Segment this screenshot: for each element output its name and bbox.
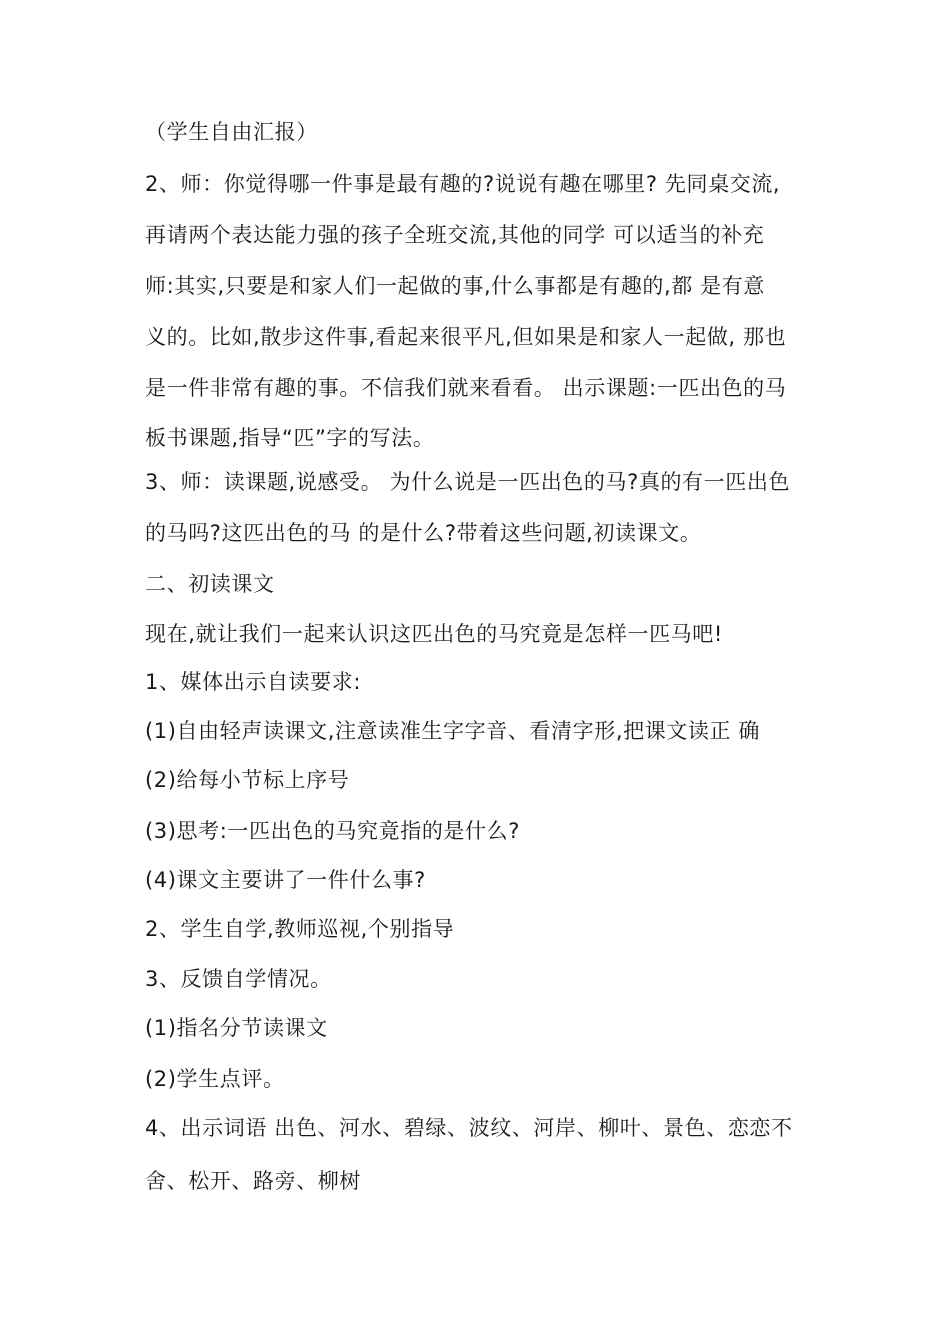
text-line-self-study: 2、学生自学,教师巡视,个别指导 — [145, 917, 455, 941]
text-line-class-exchange: 再请两个表达能力强的孩子全班交流,其他的同学 可以适当的补充 — [145, 223, 765, 247]
list-item-feedback-2: (2)学生点评。 — [145, 1067, 285, 1091]
list-item-feedback-1: (1)指名分节读课文 — [145, 1016, 328, 1040]
text-line-vocabulary: 4、出示词语 出色、河水、碧绿、波纹、河岸、柳叶、景色、恋恋不 — [145, 1116, 793, 1140]
list-item-requirement-3: (3)思考:一匹出色的马究竟指的是什么? — [145, 819, 520, 843]
text-line-board-title: 板书课题,指导“匹”字的写法。 — [145, 426, 435, 450]
list-item-requirement-1: (1)自由轻声读课文,注意读准生字字音、看清字形,把课文读正 确 — [145, 719, 760, 743]
text-line-vocabulary-continued: 舍、松开、路旁、柳树 — [145, 1169, 361, 1193]
section-heading-first-reading: 二、初读课文 — [145, 572, 275, 596]
text-line-walk-example: 义的。比如,散步这件事,看起来很平凡,但如果是和家人一起做, 那也 — [145, 325, 787, 349]
text-line-student-report: （学生自由汇报） — [145, 120, 318, 144]
text-line-feedback: 3、反馈自学情况。 — [145, 967, 332, 991]
text-line-first-reading: 的马吗?这匹出色的马 的是什么?带着这些问题,初读课文。 — [145, 521, 702, 545]
text-line-show-title: 是一件非常有趣的事。不信我们就来看看。 出示课题:一匹出色的马 — [145, 376, 787, 400]
text-line-teacher-question-2: 2、师：你觉得哪一件事是最有趣的?说说有趣在哪里? 先同桌交流, — [145, 172, 781, 196]
text-line-reading-requirements: 1、媒体出示自读要求: — [145, 670, 362, 694]
text-line-teacher-comment: 师:其实,只要是和家人们一起做的事,什么事都是有趣的,都 是有意 — [145, 274, 765, 298]
text-line-teacher-question-3: 3、师：读课题,说感受。 为什么说是一匹出色的马?真的有一匹出色 — [145, 470, 791, 494]
list-item-requirement-4: (4)课文主要讲了一件什么事? — [145, 868, 426, 892]
list-item-requirement-2: (2)给每小节标上序号 — [145, 768, 350, 792]
text-line-introduction: 现在,就让我们一起来认识这匹出色的马究竟是怎样一匹马吧! — [145, 622, 723, 646]
